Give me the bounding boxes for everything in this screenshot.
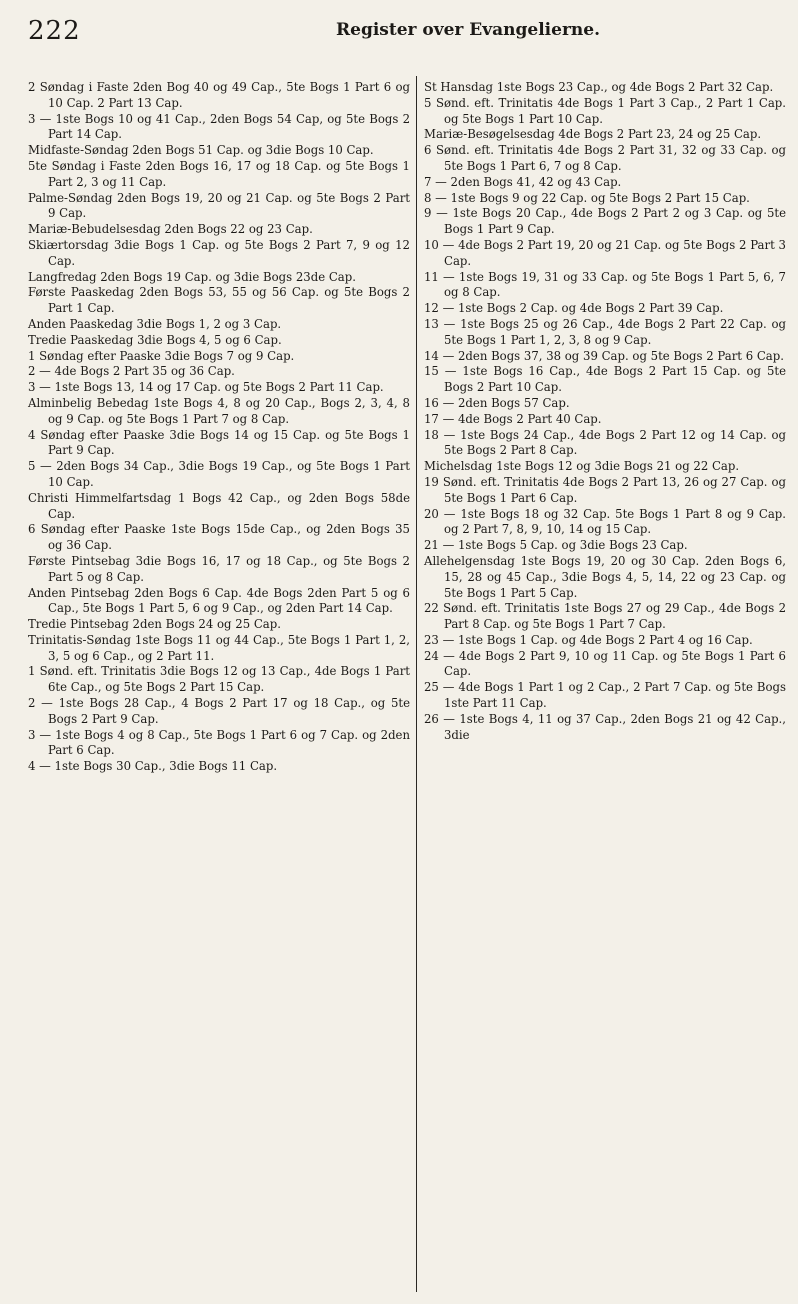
index-entry: Første Paaskedag 2den Bogs 53, 55 og 56 Cap. og 5te Bogs 2 Part 1 Cap. <box>28 285 410 316</box>
column-divider <box>416 76 417 1292</box>
index-entry: Langfredag 2den Bogs 19 Cap. og 3die Bogs 23de Cap. <box>28 269 356 284</box>
index-entry: 21 — 1ste Bogs 5 Cap. og 3die Bogs 23 Cap. <box>424 538 688 553</box>
left-column <box>28 80 410 775</box>
index-entry: 15 — 1ste Bogs 16 Cap., 4de Bogs 2 Part 15 Cap. og 5te Bogs 2 Part 10 Cap. <box>424 364 786 395</box>
index-entry: 19 Sønd. eft. Trinitatis 4de Bogs 2 Part 13, 26 og 27 Cap. og 5te Bogs 1 Part 6 Cap. <box>424 474 786 505</box>
index-entry: Christi Himmelfartsdag 1 Bogs 42 Cap., og 2den Bogs 58de Cap. <box>28 490 410 521</box>
index-entry: 6 Søndag efter Paaske 1ste Bogs 15de Cap., og 2den Bogs 35 og 36 Cap. <box>28 522 410 553</box>
index-entry: 9 — 1ste Bogs 20 Cap., 4de Bogs 2 Part 2 og 3 Cap. og 5te Bogs 1 Part 9 Cap. <box>424 206 786 237</box>
index-entry: 3 — 1ste Bogs 13, 14 og 17 Cap. og 5te Bogs 2 Part 11 Cap. <box>28 380 384 395</box>
index-entry: 2 Søndag i Faste 2den Bog 40 og 49 Cap., 5te Bogs 1 Part 6 og 10 Cap. 2 Part 13 Cap. <box>28 80 410 110</box>
index-entry: 14 — 2den Bogs 37, 38 og 39 Cap. og 5te Bogs 2 Part 6 Cap. <box>424 348 784 363</box>
right-column <box>424 80 786 743</box>
index-entry: Mariæ-Besøgelsesdag 4de Bogs 2 Part 23, 24 og 25 Cap. <box>424 127 762 142</box>
running-title: Register over Evangelierne. <box>336 20 601 40</box>
index-entry: Midfaste-Søndag 2den Bogs 51 Cap. og 3die Bogs 10 Cap. <box>28 143 374 158</box>
index-entry: Første Pintsebag 3die Bogs 16, 17 og 18 Cap., og 5te Bogs 2 Part 5 og 8 Cap. <box>28 553 410 584</box>
index-entry: 17 — 4de Bogs 2 Part 40 Cap. <box>424 411 602 426</box>
index-entry: 23 — 1ste Bogs 1 Cap. og 4de Bogs 2 Part 4 og 16 Cap. <box>424 632 753 647</box>
index-entry: Tredie Pintsebag 2den Bogs 24 og 25 Cap. <box>28 617 281 632</box>
index-entry: 3 — 1ste Bogs 4 og 8 Cap., 5te Bogs 1 Part 6 og 7 Cap. og 2den Part 6 Cap. <box>28 727 410 758</box>
index-entry: 24 — 4de Bogs 2 Part 9, 10 og 11 Cap. og 5te Bogs 1 Part 6 Cap. <box>424 648 786 679</box>
index-entry: 4 — 1ste Bogs 30 Cap., 3die Bogs 11 Cap. <box>28 759 278 774</box>
index-entry: 25 — 4de Bogs 1 Part 1 og 2 Cap., 2 Part 7 Cap. og 5te Bogs 1ste Part 11 Cap. <box>424 680 786 711</box>
index-entry: 2 — 1ste Bogs 28 Cap., 4 Bogs 2 Part 17 og 18 Cap., og 5te Bogs 2 Part 9 Cap. <box>28 696 410 726</box>
index-entry: Palme-Søndag 2den Bogs 19, 20 og 21 Cap. og 5te Bogs 2 Part 9 Cap. <box>28 190 410 221</box>
index-entry: 26 — 1ste Bogs 4, 11 og 37 Cap., 2den Bogs 21 og 42 Cap., 3die <box>424 711 786 742</box>
index-entry: 6 Sønd. eft. Trinitatis 4de Bogs 2 Part 31, 32 og 33 Cap. og 5te Bogs 1 Part 6, 7 og 8 Cap. <box>424 143 786 173</box>
index-entry: 3 — 1ste Bogs 10 og 41 Cap., 2den Bogs 54 Cap, og 5te Bogs 2 Part 14 Cap. <box>28 111 410 142</box>
index-entry: Anden Paaskedag 3die Bogs 1, 2 og 3 Cap. <box>28 316 282 331</box>
index-entry: 22 Sønd. eft. Trinitatis 1ste Bogs 27 og 29 Cap., 4de Bogs 2 Part 8 Cap. og 5te Bogs 1 Part 7 Cap. <box>424 601 786 632</box>
index-entry: 1 Sønd. eft. Trinitatis 3die Bogs 12 og 13 Cap., 4de Bogs 1 Part 6te Cap., og 5te Bogs 2 Part 15 Cap. <box>28 664 410 695</box>
index-entry: 12 — 1ste Bogs 2 Cap. og 4de Bogs 2 Part 39 Cap. <box>424 301 724 316</box>
index-entry: St Hansdag 1ste Bogs 23 Cap., og 4de Bogs 2 Part 32 Cap. <box>424 80 774 94</box>
index-entry: 8 — 1ste Bogs 9 og 22 Cap. og 5te Bogs 2 Part 15 Cap. <box>424 190 750 205</box>
index-entry: 5 Sønd. eft. Trinitatis 4de Bogs 1 Part 3 Cap., 2 Part 1 Cap. og 5te Bogs 1 Part 10 Cap. <box>424 95 786 126</box>
index-entry: 2 — 4de Bogs 2 Part 35 og 36 Cap. <box>28 364 235 379</box>
index-entry: 13 — 1ste Bogs 25 og 26 Cap., 4de Bogs 2 Part 22 Cap. og 5te Bogs 1 Part 1, 2, 3, 8 og 9 Cap. <box>424 316 786 347</box>
index-entry: Alminbelig Bebedag 1ste Bogs 4, 8 og 20 Cap., Bogs 2, 3, 4, 8 og 9 Cap. og 5te Bogs 1 Part 7 og 8 Cap. <box>28 395 410 426</box>
index-entry: 16 — 2den Bogs 57 Cap. <box>424 395 570 410</box>
index-entry: Skiærtorsdag 3die Bogs 1 Cap. og 5te Bogs 2 Part 7, 9 og 12 Cap. <box>28 237 410 268</box>
index-entry: Michelsdag 1ste Bogs 12 og 3die Bogs 21 og 22 Cap. <box>424 459 740 474</box>
page-number: 222 <box>28 16 81 46</box>
index-entry: 7 — 2den Bogs 41, 42 og 43 Cap. <box>424 174 622 189</box>
index-entry: 18 — 1ste Bogs 24 Cap., 4de Bogs 2 Part 12 og 14 Cap. og 5te Bogs 2 Part 8 Cap. <box>424 427 786 458</box>
page-header <box>0 0 798 60</box>
index-entry: 11 — 1ste Bogs 19, 31 og 33 Cap. og 5te Bogs 1 Part 5, 6, 7 og 8 Cap. <box>424 269 786 300</box>
index-entry: 20 — 1ste Bogs 18 og 32 Cap. 5te Bogs 1 Part 8 og 9 Cap. og 2 Part 7, 8, 9, 10, 14 og 15 Cap. <box>424 506 786 537</box>
index-entry: Tredie Paaskedag 3die Bogs 4, 5 og 6 Cap. <box>28 332 282 347</box>
index-entry: Anden Pintsebag 2den Bogs 6 Cap. 4de Bogs 2den Part 5 og 6 Cap., 5te Bogs 1 Part 5, 6 og 9 Cap., og 2den Part 14 Cap. <box>28 585 410 616</box>
index-entry: 4 Søndag efter Paaske 3die Bogs 14 og 15 Cap. og 5te Bogs 1 Part 9 Cap. <box>28 427 410 458</box>
index-entry: Mariæ-Bebudelsesdag 2den Bogs 22 og 23 Cap. <box>28 222 313 237</box>
index-entry: Trinitatis-Søndag 1ste Bogs 11 og 44 Cap., 5te Bogs 1 Part 1, 2, 3, 5 og 6 Cap., og 2 Part 11. <box>28 632 410 663</box>
index-entry: Allehelgensdag 1ste Bogs 19, 20 og 30 Cap. 2den Bogs 6, 15, 28 og 45 Cap., 3die Bogs 4, 5, 14, 22 og 23 Cap. og 5te Bogs 1 Part 5 Cap. <box>424 553 786 600</box>
index-entry: 5 — 2den Bogs 34 Cap., 3die Bogs 19 Cap., og 5te Bogs 1 Part 10 Cap. <box>28 459 410 489</box>
index-entry: 10 — 4de Bogs 2 Part 19, 20 og 21 Cap. og 5te Bogs 2 Part 3 Cap. <box>424 237 786 268</box>
index-entry: 5te Søndag i Faste 2den Bogs 16, 17 og 18 Cap. og 5te Bogs 1 Part 2, 3 og 11 Cap. <box>28 158 410 189</box>
index-entry: 1 Søndag efter Paaske 3die Bogs 7 og 9 Cap. <box>28 348 295 363</box>
